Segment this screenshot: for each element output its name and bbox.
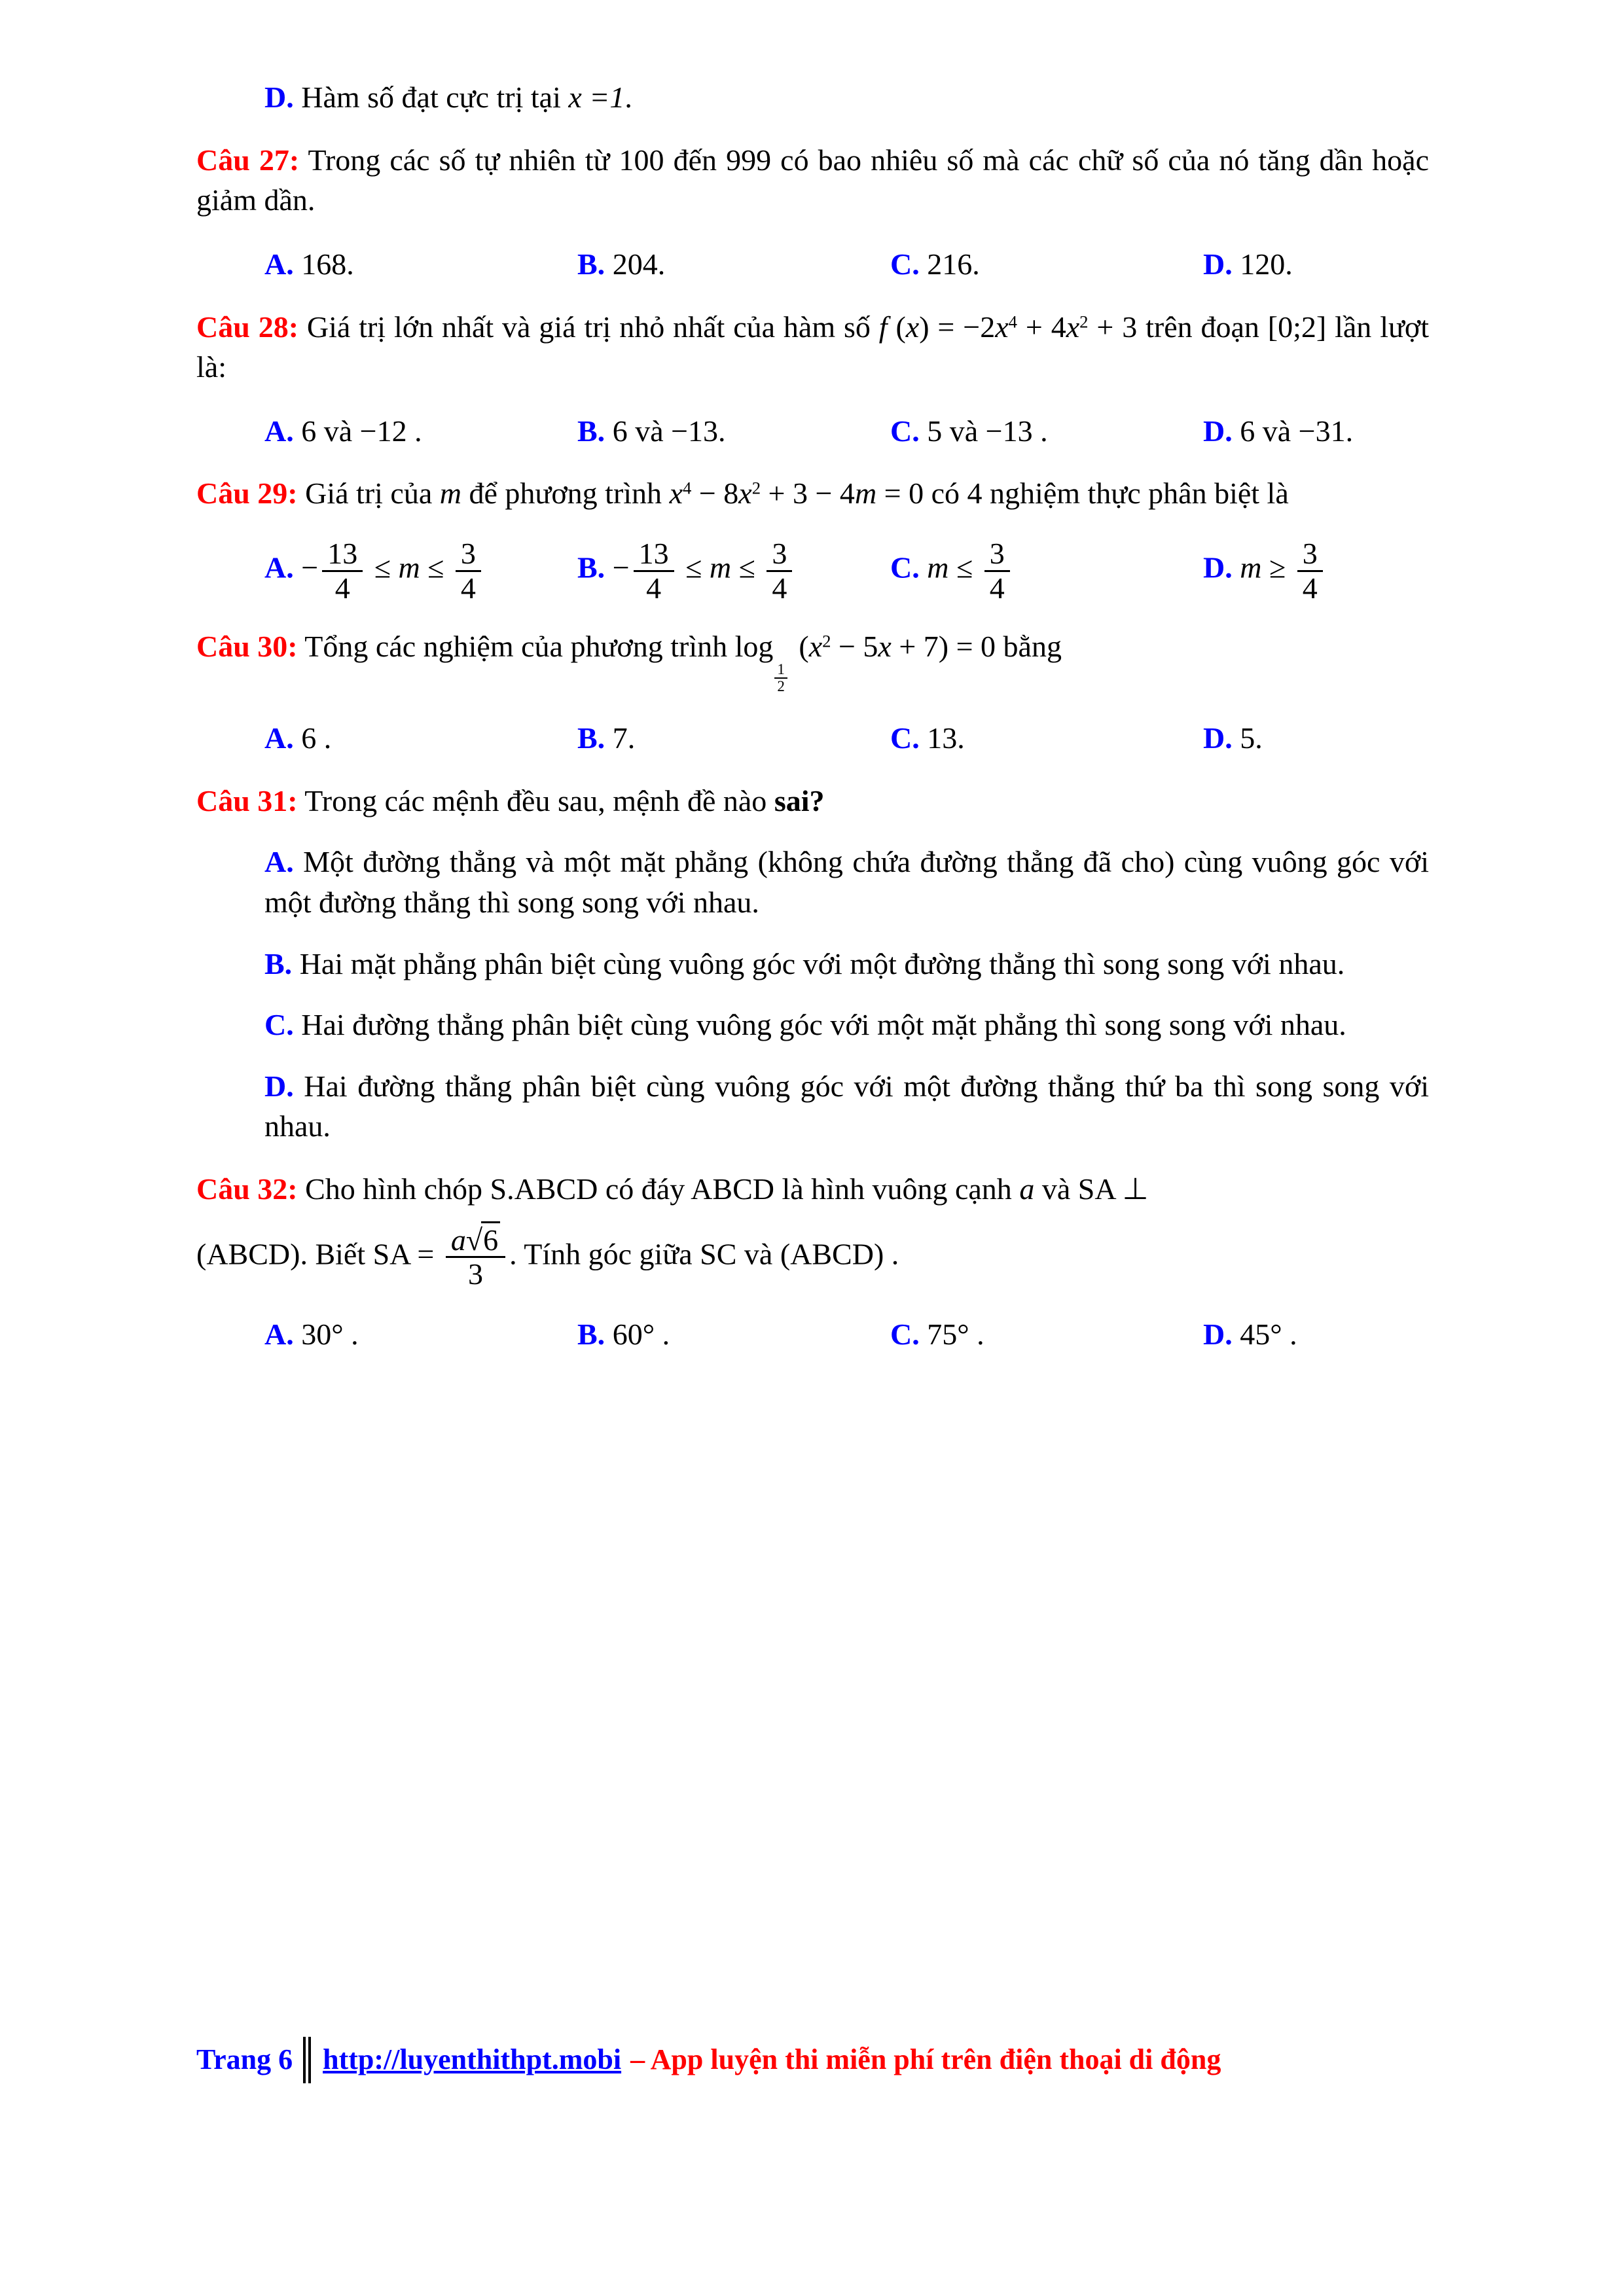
- option-letter: B.: [577, 721, 605, 755]
- option-text: 7.: [612, 721, 636, 755]
- question-text: Giá trị của: [305, 476, 440, 511]
- sqrt-icon: √: [465, 1223, 483, 1257]
- option-b[interactable]: [577, 718, 890, 759]
- option-text: 60° .: [612, 1318, 670, 1352]
- option-c[interactable]: [890, 411, 1203, 452]
- fraction: $\frac{3}{4}$: [1297, 537, 1323, 604]
- option-text: Hai đường thẳng phân biệt cùng vuông góc với một đường thẳng thứ ba thì song song với nhau.: [264, 1069, 1429, 1143]
- q27-stem: [196, 140, 1429, 221]
- option-b[interactable]: [577, 411, 890, 452]
- option-text: 75° .: [927, 1318, 984, 1352]
- option-letter: C.: [890, 721, 920, 755]
- option-d[interactable]: [196, 1066, 1429, 1147]
- option-text: 6 và −12 .: [301, 414, 422, 448]
- question-text: Trong các mệnh đều sau, mệnh đề nào: [304, 783, 774, 817]
- option-text: 6 .: [301, 721, 332, 755]
- option-a[interactable]: [264, 244, 577, 285]
- question-text-2: trên đoạn [0;2] lần lượt là:: [196, 310, 1430, 384]
- fraction: $\frac{3}{4}$: [984, 537, 1010, 604]
- option-letter: C.: [890, 1318, 920, 1352]
- q28-stem: [196, 307, 1429, 387]
- option-letter: A.: [264, 1318, 294, 1352]
- question-text: Trong các số tự nhiên từ 100 đến 999 có bao nhiêu số mà các chữ số của nó tăng dần hoặc giảm dần.: [196, 143, 1429, 217]
- q28-options: [196, 411, 1429, 452]
- q30-math: log $\frac{1}{2}$ $(x^2 - 5x + 7) = 0$: [734, 630, 996, 694]
- q28-math: f $(x) = -2x^4 + 4x^2 + 3$: [878, 310, 1138, 344]
- q32-stem: Câu 32: Cho hình chóp S.ABCD có đáy ABCD là hình vuông cạnh a và SA ⊥: [196, 1172, 1149, 1206]
- option-letter: B.: [577, 1318, 605, 1352]
- fraction: $\frac{3}{4}$: [456, 537, 481, 604]
- option-text: 6 và −13.: [612, 414, 726, 448]
- fraction: $\frac{13}{4}$: [322, 537, 363, 604]
- option-letter: D.: [264, 81, 294, 114]
- option-b[interactable]: [196, 944, 1429, 984]
- option-letter: A.: [264, 247, 294, 281]
- question-text: Tổng các nghiệm của phương trình: [304, 630, 735, 664]
- question-label: Câu 27:: [196, 143, 300, 177]
- q29-options: [196, 537, 1429, 604]
- option-d[interactable]: D. m ≥ $\frac{3}{4}$: [1203, 537, 1327, 604]
- option-letter: A.: [264, 414, 294, 448]
- question-label: Câu 31:: [196, 783, 298, 817]
- footer-separator: [303, 2037, 311, 2083]
- option-letter: D.: [1203, 414, 1233, 448]
- option-text: 5 và −13 .: [927, 414, 1048, 448]
- option-text: 120.: [1240, 247, 1293, 281]
- option-text: 216.: [927, 247, 980, 281]
- option-b[interactable]: [577, 1314, 890, 1355]
- q27-options: [196, 244, 1429, 285]
- question-text-3: . Tính góc giữa SC và (ABCD) .: [509, 1237, 899, 1271]
- option-letter: A.: [264, 721, 294, 755]
- option-c[interactable]: [890, 718, 1203, 759]
- option-letter: C.: [890, 247, 920, 281]
- question-32: [196, 1169, 1429, 1355]
- question-text-2: có 4 nghiệm thực phân biệt là: [924, 476, 1289, 511]
- question-label: Câu 29:: [196, 476, 298, 511]
- option-text: 30° .: [301, 1318, 359, 1352]
- q31-stem: [196, 781, 1429, 821]
- log-base-fraction: $\frac{1}{2}$: [774, 662, 787, 694]
- math-inline: x =1: [568, 81, 625, 114]
- question-30: [196, 626, 1429, 758]
- option-text: 5.: [1240, 721, 1263, 755]
- question-31: [196, 781, 1429, 1147]
- footer-app-text: – App luyện thi miễn phí trên điện thoại di động: [630, 2043, 1221, 2075]
- question-text-2: (ABCD). Biết SA =: [196, 1237, 442, 1271]
- option-letter: A.: [264, 845, 294, 879]
- option-d[interactable]: [1203, 718, 1263, 759]
- q30-options: [196, 718, 1429, 759]
- q29-stem: Câu 29: Giá trị của m để phương trình $x^4 - 8x^2 + 3 - 4m = 0$ có 4 nghiệm thực phân biệt là: [196, 476, 1289, 511]
- option-letter: D.: [1203, 721, 1233, 755]
- question-28: [196, 307, 1429, 452]
- page-number-label: Trang 6: [196, 2043, 293, 2075]
- option-letter: D.: [1203, 247, 1233, 281]
- option-text-tail: .: [624, 81, 632, 114]
- option-text: 6 và −31.: [1240, 414, 1354, 448]
- option-c[interactable]: C. m ≤ $\frac{3}{4}$: [890, 537, 1203, 604]
- question-text: Giá trị lớn nhất và giá trị nhỏ nhất của hàm số: [306, 310, 879, 344]
- question-text: Cho hình chóp S.ABCD có đáy ABCD là hình vuông cạnh: [305, 1172, 1020, 1206]
- question-27: [196, 140, 1429, 285]
- option-d[interactable]: [1203, 411, 1353, 452]
- option-letter: D.: [264, 1069, 294, 1103]
- option-a[interactable]: [264, 411, 577, 452]
- option-letter: B.: [577, 247, 605, 281]
- q30-stem: [196, 626, 1429, 694]
- option-letter: B.: [264, 946, 293, 980]
- option-text: 168.: [301, 247, 354, 281]
- option-a[interactable]: A. − $\frac{13}{4}$ ≤ m ≤ $\frac{3}{4}$: [264, 537, 577, 604]
- option-letter: B.: [577, 550, 605, 584]
- option-d[interactable]: [1203, 1314, 1297, 1355]
- option-text: Hai đường thẳng phân biệt cùng vuông góc với một mặt phẳng thì song song với nhau.: [301, 1008, 1346, 1042]
- option-b[interactable]: [577, 244, 890, 285]
- option-a[interactable]: [264, 718, 577, 759]
- page-footer: [196, 2041, 1221, 2079]
- option-letter: D.: [1203, 550, 1233, 584]
- option-a[interactable]: [264, 1314, 577, 1355]
- option-letter: A.: [264, 550, 294, 584]
- option-c[interactable]: [890, 244, 1203, 285]
- q26-option-d: [196, 77, 1429, 118]
- option-text: 204.: [612, 247, 666, 281]
- option-letter: B.: [577, 414, 605, 448]
- option-letter: D.: [1203, 1318, 1233, 1352]
- q29-math: $x^4 - 8x^2 + 3 - 4m = 0$: [669, 476, 924, 511]
- option-letter: C.: [890, 414, 920, 448]
- footer-link[interactable]: http://luyenthithpt.mobi: [323, 2043, 622, 2075]
- question-text-2: bằng: [996, 630, 1062, 664]
- option-c[interactable]: [196, 1005, 1429, 1045]
- option-d[interactable]: [1203, 244, 1293, 285]
- option-text: 45° .: [1240, 1318, 1297, 1352]
- q32-stem-line2: [196, 1224, 1429, 1291]
- option-text: Hai mặt phẳng phân biệt cùng vuông góc với một đường thẳng thì song song với nhau.: [299, 946, 1345, 980]
- question-emphasis: sai?: [774, 783, 825, 817]
- option-c[interactable]: [890, 1314, 1203, 1355]
- option-text: 13.: [927, 721, 965, 755]
- option-a[interactable]: [196, 842, 1429, 922]
- option-letter: C.: [890, 550, 920, 584]
- fraction: $\frac{13}{4}$: [634, 537, 674, 604]
- sa-fraction: $\frac{a√6}{3}$: [446, 1224, 505, 1291]
- q32-options: [196, 1314, 1429, 1355]
- option-text: Hàm số đạt cực trị tại: [301, 81, 569, 114]
- option-letter: C.: [264, 1008, 294, 1042]
- option-b[interactable]: B. − $\frac{13}{4}$ ≤ m ≤ $\frac{3}{4}$: [577, 537, 890, 604]
- question-29: [196, 473, 1429, 604]
- question-label: Câu 32:: [196, 1172, 298, 1206]
- question-label: Câu 30:: [196, 630, 298, 664]
- question-label: Câu 28:: [196, 310, 299, 344]
- option-text: Một đường thẳng và một mặt phẳng (không chứa đường thẳng đã cho) cùng vuông góc với một đường thẳng thì song song với nhau.: [264, 845, 1429, 919]
- fraction: $\frac{3}{4}$: [767, 537, 792, 604]
